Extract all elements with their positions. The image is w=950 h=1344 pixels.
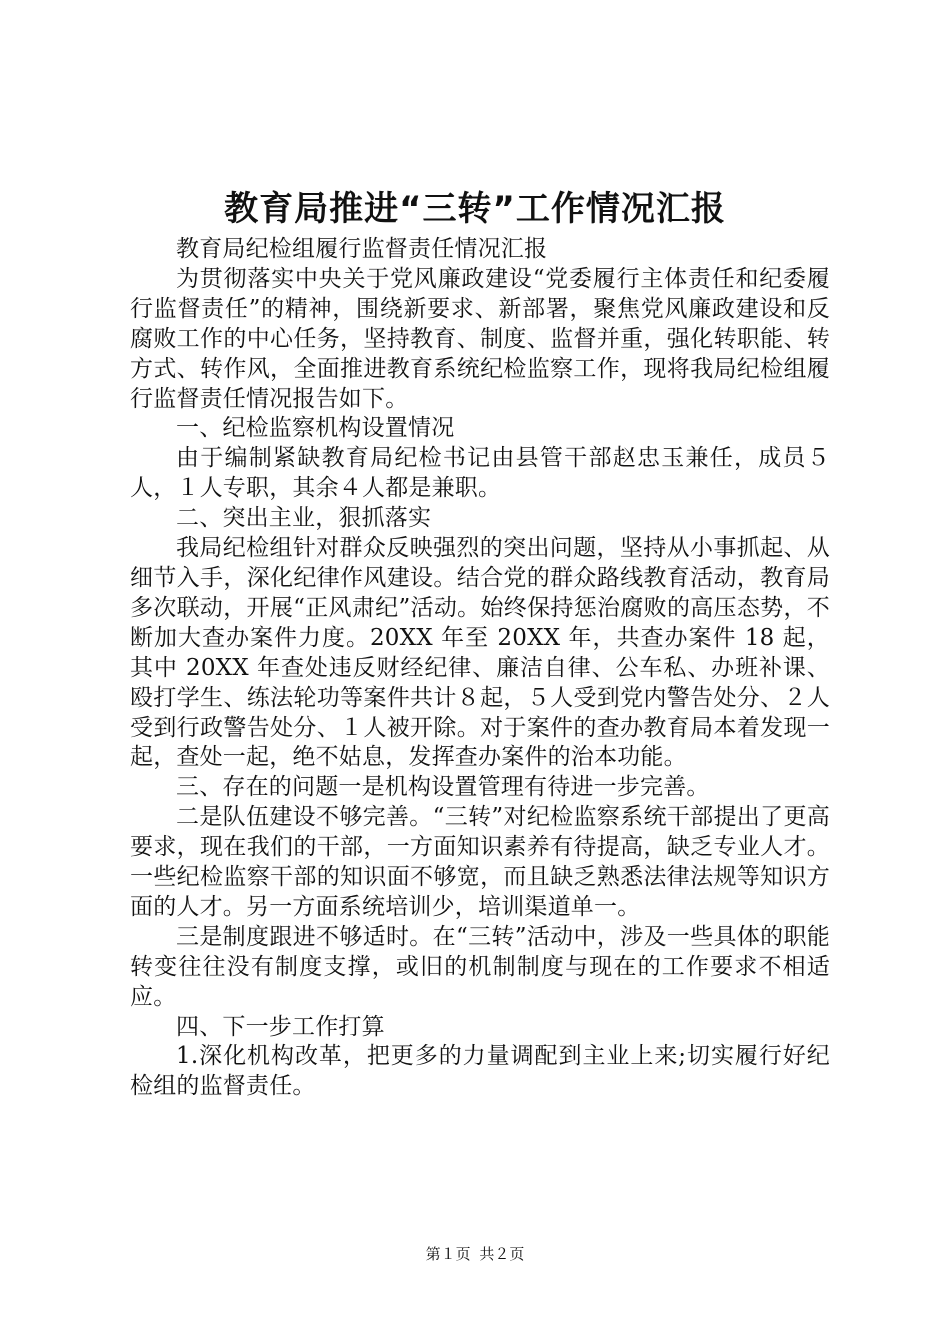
section-heading-4: 四、下一步工作打算 [176,1013,385,1040]
paragraph-problem-2: 二是队伍建设不够完善。“三转”对纪检监察系统干部提出了更高要求，现在我们的干部，一方面知识素养有待提高，缺乏专业人才。一些纪检监察干部的知识面不够宽，而且缺乏熟悉法律法规等知识方面的人才。另一方面系统培训少，培训渠道单一。 [130,804,830,920]
paragraph-intro: 为贯彻落实中央关于党风廉政建设“党委履行主体责任和纪委履行监督责任”的精神，围绕新要求、新部署，聚焦党风廉政建设和反腐败工作的中心任务，坚持教育、制度、监督并重，强化转职能、转方式、转作风，全面推进教育系统纪检监察工作，现将我局纪检组履行监督责任情况报告如下。 [130,265,830,412]
paragraph-section-2: 我局纪检组针对群众反映强烈的突出问题，坚持从小事抓起、从细节入手，深化纪律作风建设。结合党的群众路线教育活动，教育局多次联动，开展“正风肃纪”活动。始终保持惩治腐败的高压态势，不断加大查办案件力度。20XX 年至 20XX 年，共查办案件 18 起，其中 20XX 年查处违反财经纪律、廉洁自律、公车私、办班补课、殴打学生、练法轮功等案件共计８起，５人受到党内警告处分、２人受到行政警告处分、１人被开除。对于案件的查办教育局本着发现一起，查处一起，绝不姑息，发挥查办案件的治本功能。 [130,535,830,771]
report-subtitle: 教育局纪检组履行监督责任情况汇报 [176,236,548,262]
paragraph-section-1: 由于编制紧缺教育局纪检书记由县管干部赵忠玉兼任，成员５人，１人专职，其余４人都是兼职。 [130,445,830,502]
section-heading-2: 二、突出主业，狠抓落实 [176,505,432,532]
page-number: 第１页 [425,1245,471,1263]
page-footer [0,1244,950,1264]
paragraph-problem-3: 三是制度跟进不够适时。在“三转”活动中，涉及一些具体的职能转变往往没有制度支撑，或旧的机制制度与现在的工作要求不相适应。 [130,923,830,1010]
document-body [130,235,830,1102]
document-title: 教育局推进“三转”工作情况汇报 [224,189,726,229]
section-heading-1: 一、纪检监察机构设置情况 [176,415,455,442]
section-heading-3: 三、存在的问题一是机构设置管理有待进一步完善。 [176,774,710,801]
paragraph-plan-1: 1.深化机构改革，把更多的力量调配到主业上来;切实履行好纪检组的监督责任。 [130,1043,830,1100]
page-total: 共２页 [479,1245,525,1263]
